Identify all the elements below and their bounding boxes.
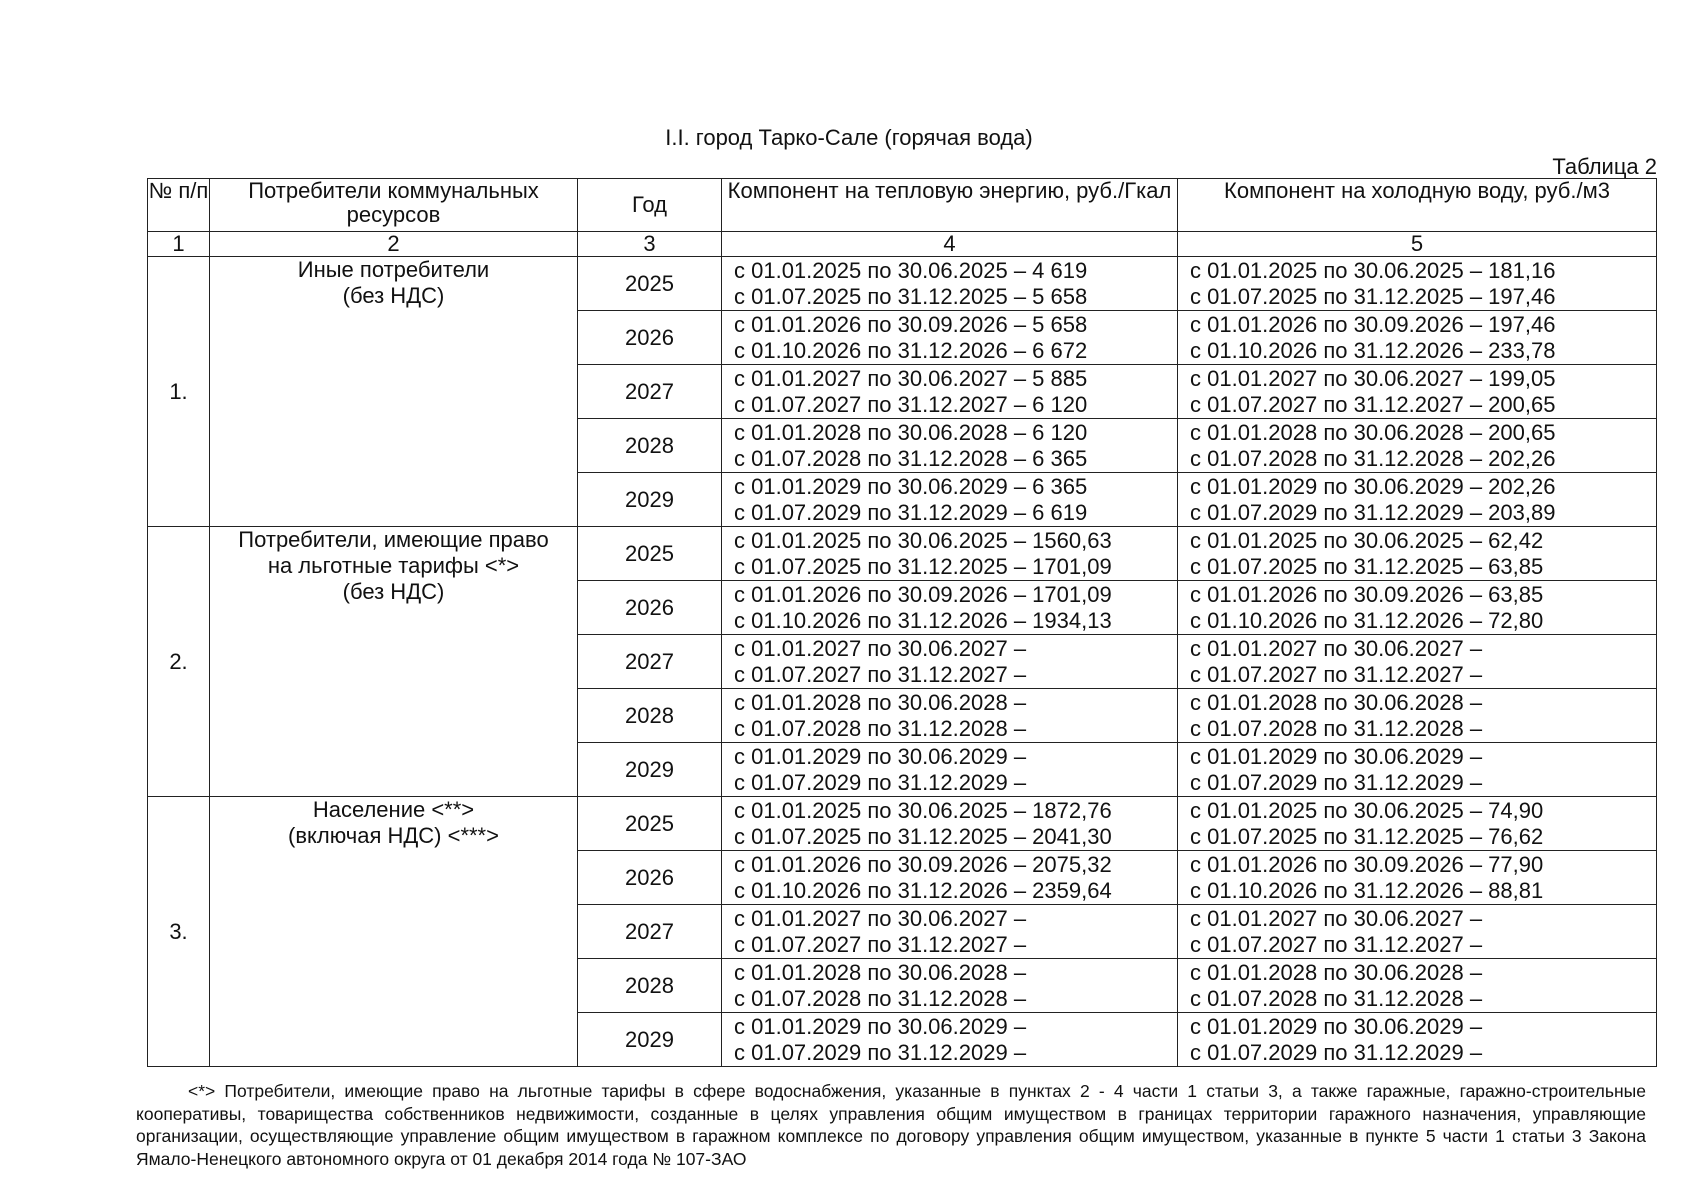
heat-tariff-cell <box>722 257 1178 311</box>
table-label: Таблица 2 <box>1552 154 1657 179</box>
tariff-period: с 01.07.2028 по 31.12.2028 – <box>1190 985 1483 1011</box>
page-title: I.I. город Тарко-Сале (горячая вода) <box>665 125 1033 150</box>
tariff-table <box>147 178 1657 1067</box>
heat-tariff-cell <box>722 851 1178 905</box>
tariff-period: с 01.07.2029 по 31.12.2029 – <box>734 1039 1027 1065</box>
tariff-period: с 01.10.2026 по 31.12.2026 – 6 672 <box>734 337 1088 363</box>
year-cell: 2025 <box>578 257 722 311</box>
tariff-period: с 01.07.2027 по 31.12.2027 – <box>734 661 1027 687</box>
consumer-line: (без НДС) <box>342 283 445 308</box>
column-number: 5 <box>1178 232 1657 257</box>
header-heat-component: Компонент на тепловую энергию, руб./Гкал <box>722 179 1178 232</box>
tariff-period: с 01.01.2028 по 30.06.2028 – <box>1190 689 1483 715</box>
cold-tariff-cell <box>1178 581 1657 635</box>
tariff-period: с 01.10.2026 по 31.12.2026 – 1934,13 <box>734 607 1112 633</box>
tariff-period: с 01.07.2029 по 31.12.2029 – <box>1190 1039 1483 1065</box>
tariff-period: с 01.01.2028 по 30.06.2028 – <box>734 959 1027 985</box>
cold-tariff-cell <box>1178 797 1657 851</box>
tariff-period: с 01.07.2027 по 31.12.2027 – <box>1190 661 1483 687</box>
cold-tariff-cell <box>1178 1013 1657 1067</box>
tariff-period: с 01.07.2025 по 31.12.2025 – 5 658 <box>734 283 1088 309</box>
year-cell: 2026 <box>578 851 722 905</box>
column-number: 2 <box>210 232 578 257</box>
column-number: 3 <box>578 232 722 257</box>
year-cell: 2026 <box>578 311 722 365</box>
year-cell: 2025 <box>578 527 722 581</box>
tariff-period: с 01.07.2027 по 31.12.2027 – <box>1190 931 1483 957</box>
consumer-category <box>210 257 578 527</box>
table-body <box>148 257 1657 1067</box>
tariff-period: с 01.07.2027 по 31.12.2027 – <box>734 931 1027 957</box>
heat-tariff-cell <box>722 419 1178 473</box>
tariff-period: с 01.07.2029 по 31.12.2029 – 203,89 <box>1190 499 1556 525</box>
tariff-period: с 01.01.2026 по 30.09.2026 – 2075,32 <box>734 851 1112 877</box>
tariff-period: с 01.07.2029 по 31.12.2029 – 6 619 <box>734 499 1088 525</box>
tariff-period: с 01.07.2025 по 31.12.2025 – 63,85 <box>1190 553 1544 579</box>
year-cell: 2029 <box>578 1013 722 1067</box>
column-number: 4 <box>722 232 1178 257</box>
cold-tariff-cell <box>1178 743 1657 797</box>
heat-tariff-cell <box>722 311 1178 365</box>
consumer-line: (без НДС) <box>342 579 445 604</box>
heat-tariff-cell <box>722 527 1178 581</box>
heat-tariff-cell <box>722 959 1178 1013</box>
tariff-period: с 01.07.2028 по 31.12.2028 – 6 365 <box>734 445 1088 471</box>
header-year: Год <box>578 179 722 232</box>
tariff-period: с 01.07.2028 по 31.12.2028 – <box>734 715 1027 741</box>
heat-tariff-cell <box>722 365 1178 419</box>
tariff-period: с 01.01.2027 по 30.06.2027 – <box>734 635 1027 661</box>
tariff-period: с 01.01.2025 по 30.06.2025 – 74,90 <box>1190 797 1544 823</box>
year-cell: 2029 <box>578 743 722 797</box>
table-row <box>148 797 1657 851</box>
tariff-period: с 01.01.2028 по 30.06.2028 – <box>734 689 1027 715</box>
tariff-period: с 01.07.2025 по 31.12.2025 – 1701,09 <box>734 553 1112 579</box>
tariff-period: с 01.10.2026 по 31.12.2026 – 72,80 <box>1190 607 1544 633</box>
tariff-period: с 01.10.2026 по 31.12.2026 – 2359,64 <box>734 877 1112 903</box>
tariff-period: с 01.01.2029 по 30.06.2029 – <box>1190 743 1483 769</box>
tariff-period: с 01.01.2029 по 30.06.2029 – 6 365 <box>734 473 1088 499</box>
year-cell: 2028 <box>578 689 722 743</box>
year-cell: 2029 <box>578 473 722 527</box>
tariff-period: с 01.01.2029 по 30.06.2029 – <box>734 743 1027 769</box>
consumer-line: Потребители, имеющие право <box>238 527 549 552</box>
tariff-period: с 01.01.2025 по 30.06.2025 – 1560,63 <box>734 527 1112 553</box>
year-cell: 2025 <box>578 797 722 851</box>
cold-tariff-cell <box>1178 635 1657 689</box>
tariff-period: с 01.01.2026 по 30.09.2026 – 63,85 <box>1190 581 1544 607</box>
cold-tariff-cell <box>1178 419 1657 473</box>
tariff-period: с 01.07.2025 по 31.12.2025 – 2041,30 <box>734 823 1112 849</box>
year-cell: 2027 <box>578 635 722 689</box>
tariff-period: с 01.07.2027 по 31.12.2027 – 6 120 <box>734 391 1088 417</box>
consumer-category <box>210 527 578 797</box>
tariff-period: с 01.07.2029 по 31.12.2029 – <box>734 769 1027 795</box>
table-row <box>148 527 1657 581</box>
heat-tariff-cell <box>722 743 1178 797</box>
tariff-period: с 01.01.2027 по 30.06.2027 – 5 885 <box>734 365 1088 391</box>
consumer-line: на льготные тарифы <*> <box>267 553 520 578</box>
tariff-period: с 01.07.2025 по 31.12.2025 – 76,62 <box>1190 823 1544 849</box>
heat-tariff-cell <box>722 635 1178 689</box>
group-number: 1. <box>148 257 210 527</box>
consumer-line: Иные потребители <box>297 257 490 282</box>
tariff-period: с 01.01.2026 по 30.09.2026 – 77,90 <box>1190 851 1544 877</box>
tariff-period: с 01.07.2028 по 31.12.2028 – <box>1190 715 1483 741</box>
group-number: 3. <box>148 797 210 1067</box>
tariff-period: с 01.01.2026 по 30.09.2026 – 5 658 <box>734 311 1088 337</box>
tariff-period: с 01.10.2026 по 31.12.2026 – 233,78 <box>1190 337 1556 363</box>
column-number-row <box>148 232 1657 257</box>
cold-tariff-cell <box>1178 311 1657 365</box>
tariff-period: с 01.01.2027 по 30.06.2027 – <box>1190 635 1483 661</box>
year-cell: 2027 <box>578 905 722 959</box>
tariff-period: с 01.01.2026 по 30.09.2026 – 197,46 <box>1190 311 1556 337</box>
consumer-line: Население <**> <box>312 797 475 822</box>
heat-tariff-cell <box>722 581 1178 635</box>
header-number: № п/п <box>148 179 210 232</box>
cold-tariff-cell <box>1178 689 1657 743</box>
group-number: 2. <box>148 527 210 797</box>
consumer-line: (включая НДС) <***> <box>288 823 499 848</box>
tariff-period: с 01.07.2025 по 31.12.2025 – 197,46 <box>1190 283 1556 309</box>
tariff-period: с 01.01.2025 по 30.06.2025 – 1872,76 <box>734 797 1112 823</box>
heat-tariff-cell <box>722 797 1178 851</box>
tariff-period: с 01.01.2029 по 30.06.2029 – <box>734 1013 1027 1039</box>
tariff-period: с 01.01.2025 по 30.06.2025 – 4 619 <box>734 257 1088 283</box>
table-row <box>148 257 1657 311</box>
tariff-period: с 01.01.2029 по 30.06.2029 – <box>1190 1013 1483 1039</box>
header-row <box>148 179 1657 232</box>
cold-tariff-cell <box>1178 257 1657 311</box>
year-cell: 2027 <box>578 365 722 419</box>
column-number: 1 <box>148 232 210 257</box>
cold-tariff-cell <box>1178 473 1657 527</box>
tariff-period: с 01.01.2029 по 30.06.2029 – 202,26 <box>1190 473 1556 499</box>
year-cell: 2028 <box>578 959 722 1013</box>
tariff-period: с 01.07.2027 по 31.12.2027 – 200,65 <box>1190 391 1556 417</box>
tariff-period: с 01.01.2028 по 30.06.2028 – 200,65 <box>1190 419 1556 445</box>
heat-tariff-cell <box>722 473 1178 527</box>
header-cold-component: Компонент на холодную воду, руб./м3 <box>1178 179 1657 232</box>
tariff-period: с 01.01.2027 по 30.06.2027 – 199,05 <box>1190 365 1556 391</box>
cold-tariff-cell <box>1178 905 1657 959</box>
tariff-period: с 01.10.2026 по 31.12.2026 – 88,81 <box>1190 877 1544 903</box>
tariff-period: с 01.01.2026 по 30.09.2026 – 1701,09 <box>734 581 1112 607</box>
consumer-category <box>210 797 578 1067</box>
tariff-period: с 01.01.2025 по 30.06.2025 – 62,42 <box>1190 527 1544 553</box>
tariff-period: с 01.01.2027 по 30.06.2027 – <box>734 905 1027 931</box>
tariff-period: с 01.07.2028 по 31.12.2028 – 202,26 <box>1190 445 1556 471</box>
heat-tariff-cell <box>722 905 1178 959</box>
header-consumer: Потребители коммунальных ресурсов <box>210 179 578 232</box>
cold-tariff-cell <box>1178 365 1657 419</box>
cold-tariff-cell <box>1178 851 1657 905</box>
tariff-period: с 01.01.2025 по 30.06.2025 – 181,16 <box>1190 257 1556 283</box>
year-cell: 2028 <box>578 419 722 473</box>
tariff-period: с 01.01.2027 по 30.06.2027 – <box>1190 905 1483 931</box>
cold-tariff-cell <box>1178 959 1657 1013</box>
tariff-period: с 01.07.2029 по 31.12.2029 – <box>1190 769 1483 795</box>
heat-tariff-cell <box>722 1013 1178 1067</box>
year-cell: 2026 <box>578 581 722 635</box>
tariff-period: с 01.01.2028 по 30.06.2028 – <box>1190 959 1483 985</box>
cold-tariff-cell <box>1178 527 1657 581</box>
heat-tariff-cell <box>722 689 1178 743</box>
footnote: <*> Потребители, имеющие право на льготные тарифы в сфере водоснабжения, указанные в пунктах 2 - 4 части 1 статьи 3, а также гаражные, гаражно-строительные кооперативы, товарищества собственников недвижимости, созданные в целях управления общим имуществом в границах территории гаражного назначения, управляющие организации, осуществляющие управление общим имуществом в гаражном комплексе по договору управления общим имуществом, указанные в пункте 5 части 1 статьи 3 Закона Ямало-Ненецкого автономного округа от 01 декабря 2014 года № 107-ЗАО <box>136 1081 1646 1169</box>
tariff-period: с 01.07.2028 по 31.12.2028 – <box>734 985 1027 1011</box>
tariff-period: с 01.01.2028 по 30.06.2028 – 6 120 <box>734 419 1088 445</box>
